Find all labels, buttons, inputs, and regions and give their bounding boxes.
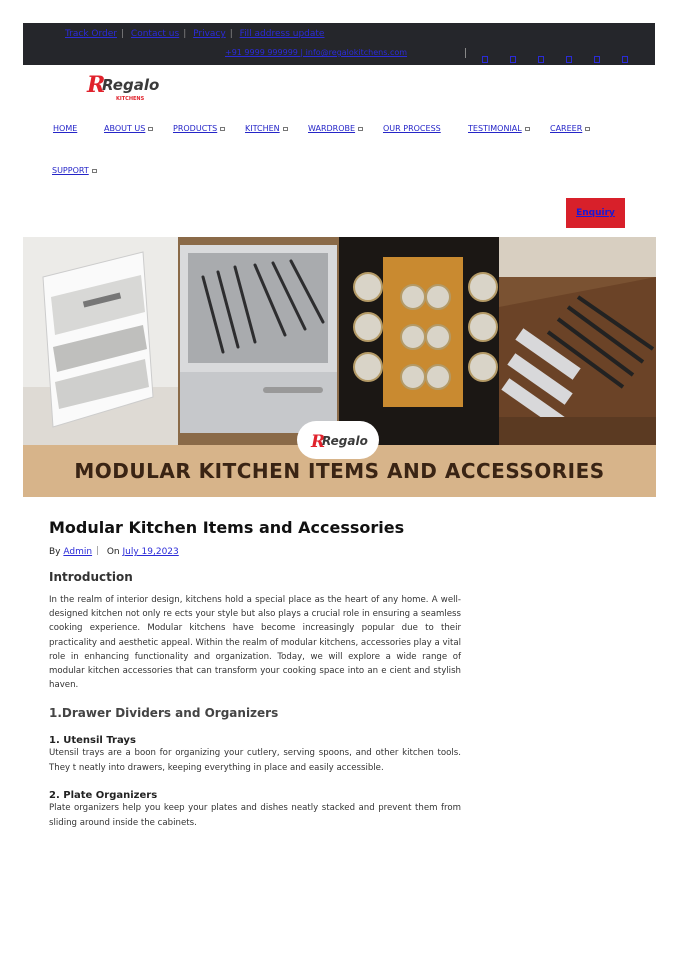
top-links: Track Order | Contact us | Privacy | Fill address update <box>65 29 325 39</box>
instagram-icon[interactable] <box>538 48 566 58</box>
linkedin-icon[interactable] <box>566 48 594 58</box>
meta-divider <box>97 546 98 555</box>
chevron-down-icon <box>220 127 225 131</box>
main-nav-row2 <box>52 166 97 175</box>
divider <box>465 48 466 58</box>
item-text: Utensil trays are a boon for organizing your cutlery, serving spoons, and other kitchen tools. They t neatly into drawers, keeping everything in place and easily accessible. <box>49 748 461 773</box>
item-text: Plate organizers help you keep your plates and dishes neatly stacked and prevent them from sliding around inside the cabinets. <box>49 803 461 828</box>
nav-support[interactable]: SUPPORT <box>52 166 97 175</box>
nav-testimonial[interactable]: TESTIMONIAL <box>468 124 530 133</box>
contact-link[interactable]: +91 9999 999999 | info@regalokitchens.com <box>225 48 408 57</box>
top-link-address[interactable]: Fill address update <box>239 29 325 39</box>
hero-banner <box>23 237 656 497</box>
top-link-contact[interactable]: Contact us <box>130 29 180 39</box>
svg-text:Regalo: Regalo <box>102 76 160 94</box>
chevron-down-icon <box>283 127 288 131</box>
article-title: Modular Kitchen Items and Accessories <box>49 518 405 537</box>
svg-text:R: R <box>311 432 326 452</box>
hero-logo-badge <box>297 421 379 459</box>
nav-wardrobe[interactable]: WARDROBE <box>308 124 363 133</box>
main-nav <box>0 124 679 136</box>
top-link-privacy[interactable]: Privacy <box>193 29 226 39</box>
hero-caption-text: MODULAR KITCHEN ITEMS AND ACCESSORIES <box>74 459 605 483</box>
intro-paragraph: In the realm of interior design, kitchens hold a special place as the heart of any home. A well- designed kitchen not only re ects your style but also plays a crucial role in ensuring a seamless cooking experience. Modular kitchens have become increasingly popular due to their practicality and aesthetic appeal. Within the realm of modular kitchens, accessories play a vital role in enhancing functionality and organization. Today, we will explore a wide range of modular kitchen accessories that can transform your cooking space into an e cient and stylish haven. <box>49 595 461 691</box>
section-heading: 1.Drawer Dividers and Organizers <box>49 706 279 721</box>
top-bar <box>23 23 655 65</box>
intro-heading: Introduction <box>49 570 133 584</box>
chevron-down-icon <box>92 169 97 173</box>
top-link-track-order[interactable]: Track Order <box>65 29 117 39</box>
chevron-down-icon <box>585 127 590 131</box>
enquiry-link[interactable]: Enquiry <box>576 208 615 218</box>
svg-text:Regalo: Regalo <box>322 434 368 448</box>
facebook-icon[interactable] <box>482 48 510 58</box>
item-title: 1. Utensil Trays <box>49 735 136 747</box>
article-meta <box>49 546 461 557</box>
item-title: 2. Plate Organizers <box>49 790 158 802</box>
article <box>49 518 461 830</box>
site-logo[interactable] <box>86 70 160 102</box>
twitter-icon[interactable] <box>510 48 538 58</box>
nav-products[interactable]: PRODUCTS <box>173 124 225 133</box>
on-label: On <box>106 547 120 557</box>
author-link[interactable]: Admin <box>63 547 93 557</box>
nav-kitchen[interactable]: KITCHEN <box>245 124 288 133</box>
nav-home[interactable]: HOME <box>53 124 78 133</box>
chevron-down-icon <box>358 127 363 131</box>
by-label: By <box>49 547 61 557</box>
contact-info <box>225 48 407 57</box>
svg-text:KITCHENS: KITCHENS <box>116 96 145 102</box>
nav-our-process[interactable]: OUR PROCESS <box>383 124 441 133</box>
nav-career[interactable]: CAREER <box>550 124 590 133</box>
nav-about[interactable]: ABOUT US <box>104 124 153 133</box>
social-icons <box>465 48 650 58</box>
date-link[interactable]: July 19,2023 <box>122 547 179 557</box>
svg-text:R: R <box>87 72 106 98</box>
pinterest-icon[interactable] <box>622 48 650 58</box>
chevron-down-icon <box>525 127 530 131</box>
hero-image <box>23 237 656 445</box>
youtube-icon[interactable] <box>594 48 622 58</box>
chevron-down-icon <box>148 127 153 131</box>
enquiry-button[interactable] <box>566 198 625 228</box>
